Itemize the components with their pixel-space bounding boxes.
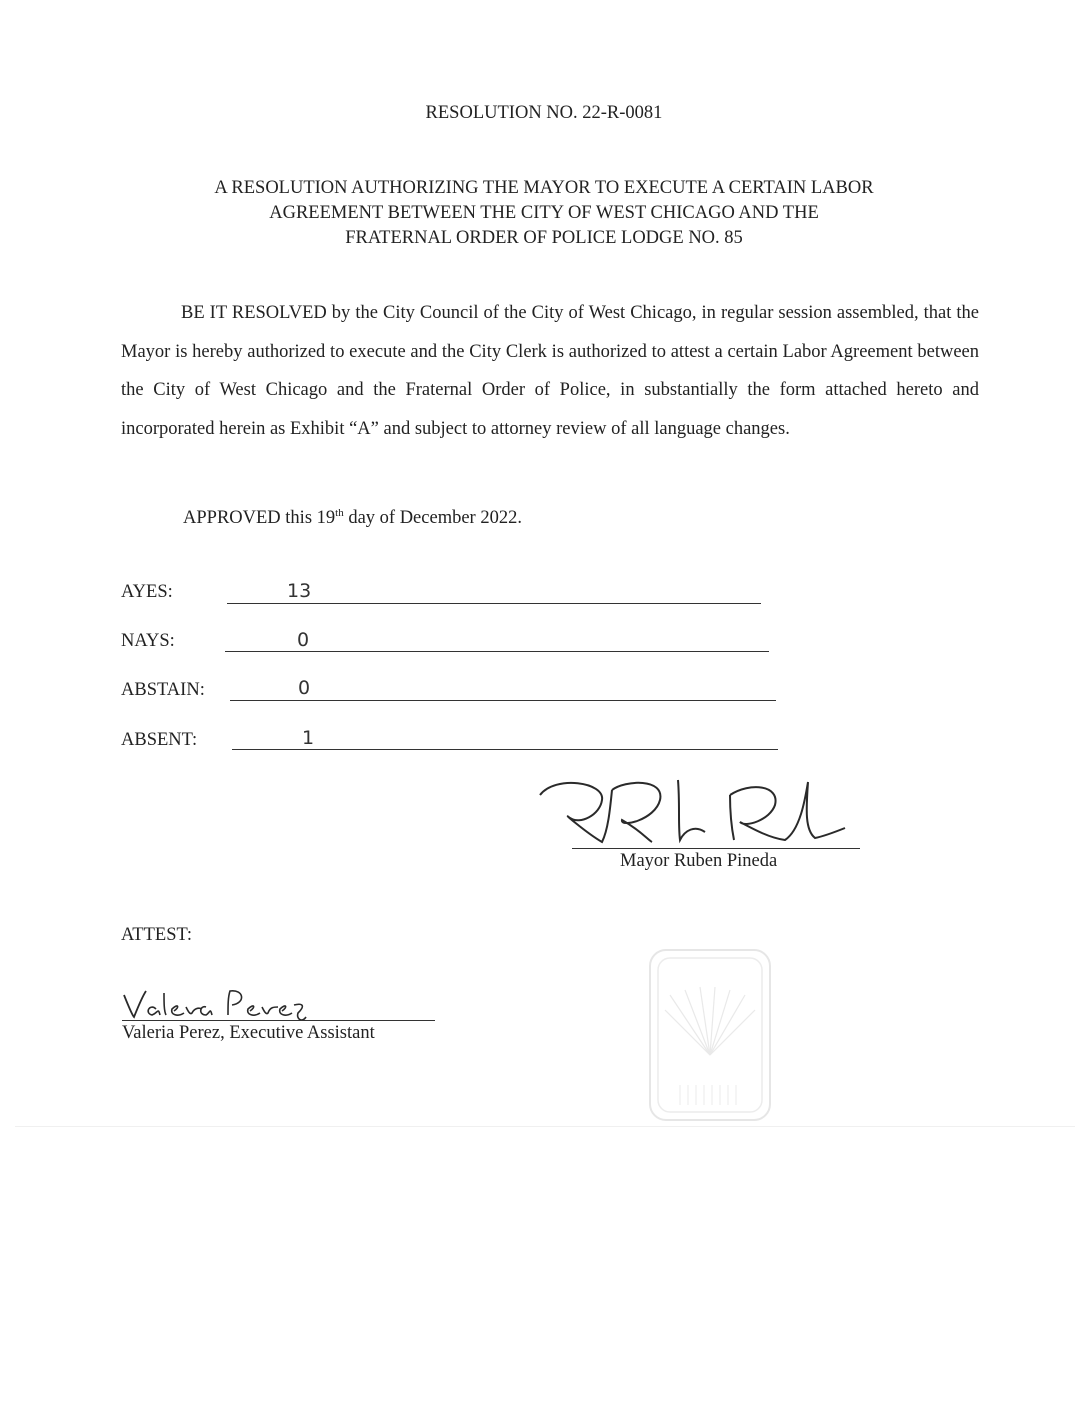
- vote-value-absent: 1: [302, 727, 315, 749]
- vote-label-ayes: AYES:: [121, 582, 173, 602]
- attest-label: ATTEST:: [121, 925, 193, 945]
- approved-suffix: day of December 2022.: [343, 508, 522, 528]
- resolution-body: BE IT RESOLVED by the City Council of the City of West Chicago, in regular session assembled, that the Mayor is hereby authorized to execute and the City Clerk is authorized to attest a certain Labor Agreement between the City of West Chicago and the Fraternal Order of Police, in substantially the form attached hereto and incorporated herein as Exhibit “A” and subject to attorney review of all language changes.: [121, 303, 979, 439]
- heading-line-3: FRATERNAL ORDER OF POLICE LODGE NO. 85: [345, 228, 743, 248]
- mayor-signature: [530, 770, 870, 855]
- resolution-number: RESOLUTION NO. 22-R-0081: [425, 103, 663, 123]
- vote-label-abstain: ABSTAIN:: [121, 680, 205, 700]
- heading-line-1: A RESOLUTION AUTHORIZING THE MAYOR TO EXECUTE A CERTAIN LABOR: [214, 178, 874, 198]
- city-seal-emboss: [640, 935, 780, 1135]
- scan-edge-rule: [15, 1126, 1075, 1127]
- vote-line-ayes: [227, 603, 761, 604]
- vote-line-absent: [232, 749, 778, 750]
- approved-superscript: th: [335, 507, 344, 519]
- attest-caption: Valeria Perez, Executive Assistant: [122, 1023, 375, 1043]
- approved-prefix: APPROVED this 19: [183, 508, 336, 528]
- vote-label-nays: NAYS:: [121, 631, 175, 651]
- vote-label-absent: ABSENT:: [121, 730, 198, 750]
- heading-line-2: AGREEMENT BETWEEN THE CITY OF WEST CHICAGO AND THE: [269, 203, 819, 223]
- mayor-signature-line: [572, 848, 860, 849]
- attest-signature-line: [122, 1020, 435, 1021]
- vote-value-nays: 0: [297, 629, 310, 651]
- vote-value-ayes: 13: [287, 580, 312, 602]
- approved-date: [183, 507, 522, 529]
- resolution-heading: [0, 176, 1088, 251]
- vote-value-abstain: 0: [298, 677, 311, 699]
- vote-line-nays: [225, 651, 769, 652]
- vote-line-abstain: [230, 700, 776, 701]
- mayor-caption: Mayor Ruben Pineda: [620, 851, 778, 871]
- attest-signature: [120, 985, 320, 1025]
